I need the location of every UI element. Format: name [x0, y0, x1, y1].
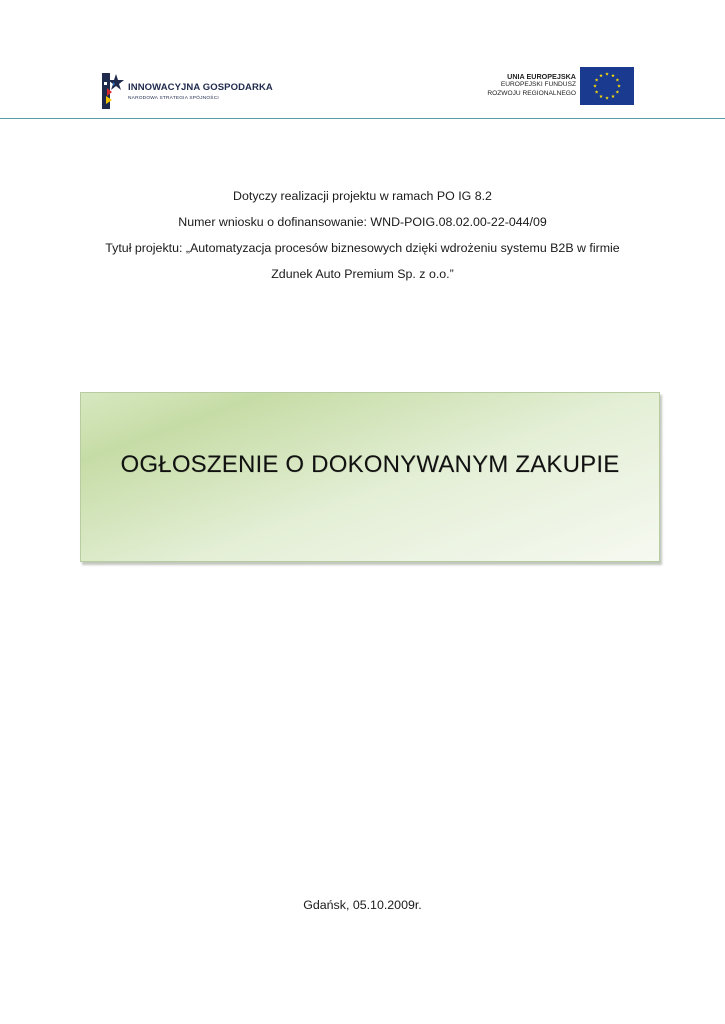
eu-text-block: [487, 72, 576, 98]
company-name-line: Zdunek Auto Premium Sp. z o.o.”: [271, 267, 454, 281]
eu-logo: [470, 66, 640, 106]
announcement-title: OGŁOSZENIE O DOKONYWANYM ZAKUPIE: [120, 451, 620, 478]
project-title-line: Tytuł projektu: „Automatyzacja procesów biznesowych dzięki wdrożeniu systemu B2B w firmie: [105, 241, 620, 255]
eu-line-1: UNIA EUROPEJSKA: [507, 72, 576, 81]
logo-subtitle: NARODOWA STRATEGIA SPÓJNOŚCI: [128, 96, 219, 101]
eu-flag-icon: [580, 67, 634, 105]
page-header: [0, 0, 725, 120]
header-divider: [0, 118, 725, 119]
project-program-line: Dotyczy realizacji projektu w ramach PO IG 8.2: [233, 189, 492, 203]
eu-line-2: EUROPEJSKI FUNDUSZ: [500, 81, 576, 88]
eu-line-3: ROZWOJU REGIONALNEGO: [487, 89, 576, 97]
innowacyjna-gospodarka-star-icon: [100, 72, 124, 110]
innowacyjna-gospodarka-logo: [100, 72, 290, 112]
project-info: [0, 183, 725, 287]
place-date: Gdańsk, 05.10.2009r.: [303, 898, 422, 912]
application-number-line: Numer wniosku o dofinansowanie: WND-POIG.08.02.00-22-044/09: [178, 215, 547, 229]
announcement-banner: [80, 392, 660, 562]
logo-title: INNOWACYJNA GOSPODARKA: [128, 82, 273, 93]
